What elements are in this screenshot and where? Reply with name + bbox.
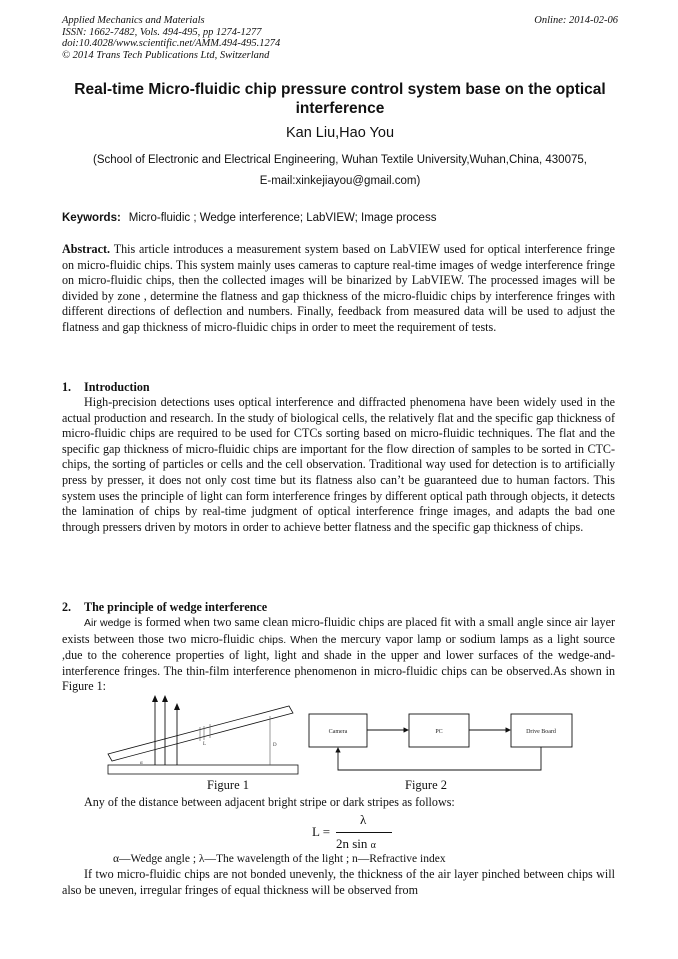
distance-intro-text: Any of the distance between adjacent bright stripe or dark stripes as follows: [84, 795, 455, 809]
journal-name: Applied Mechanics and Materials [62, 15, 205, 26]
paper-title: Real-time Micro-fluidic chip pressure control system base on the optical interference [74, 81, 606, 117]
section-2-text-a: Air wedge [84, 617, 131, 629]
abstract-label: Abstract. [62, 242, 111, 256]
copyright-line: © 2014 Trans Tech Publications Ltd, Switzerland [62, 49, 270, 61]
top-plate [108, 706, 293, 761]
figure-1-wedge-diagram [100, 693, 305, 781]
keywords-text: Micro-fluidic ; Wedge interference; LabVIEW; Image process [128, 212, 437, 224]
drive-board-label: Drive Board [526, 729, 556, 735]
figure-2-block-diagram [306, 710, 574, 776]
affiliation-block [62, 150, 618, 192]
section-1-title: Introduction [84, 380, 150, 394]
section-2-text-d: mercury vapor lamp or sodium lamps as a light source ,due to the coherence properties of light, light and shade in the upper and lower surfaces of the wedge-and-interference fringes. The thin-film interference phenomenon in micro-fluidic chips can be observed.As shown in Figure 1: [62, 631, 615, 694]
section-2-body [62, 615, 615, 695]
closing-paragraph-text: If two micro-fluidic chips are not bonded unevenly, the thickness of the air layer pinched between chips will also be uneven, irregular fringes of equal thickness will be observed from [62, 867, 615, 897]
abstract-text: This article introduces a measurement system based on LabVIEW used for optical interference fringe on micro-fluidic chips. This system mainly uses cameras to capture real-time images of wedge interference fringe on micro-fluidic chips, then the collected images will be binarized by LabVIEW. The processed images will be divided by zone , determine the flatness and gap thickness of the micro-fluidic chips by interference fringes with different directions of deflection and numbers. Finally, feedback from measured data will be used to adjust the flatness and gap thickness of micro-fluidic chips in order to meet the requirement of tests. [62, 242, 615, 334]
formula-lhs: L = [312, 824, 331, 839]
figure-1-caption: Figure 1 [207, 778, 250, 792]
section-1-text: High-precision detections uses optical interference and diffracted phenomena have been widely used in the actual production and research. In the study of biological cells, the relatively flat and the specific gap thickness of micro-fluidic chips are required to be used for CTCs sorting based on micro-fluidic techniques. The flat and the specific gap thickness of micro-fluidic chips are important for the flow direction of samples to be sorted in CTC-chips, the sorting of particles or cells and the cell observation. Traditional way used for detection is to artificially press by presser, it does not only cost time but its flatness also can’t be guaranteed due to human factors. This system uses the principle of light can form interference fringes by different optical path through objects, it detects the lamination of chips by real-time judgment of optical interference fringe images, and adapts the bad one through pressers driven by motors in order to achieve better flatness and the specific gap thickness of chips. [62, 395, 615, 534]
formula-legend: α—Wedge angle ; λ—The wavelength of the light ; n—Refractive index [113, 853, 446, 865]
section-1-heading [62, 380, 150, 395]
issn-line: ISSN: 1662-7482, Vols. 494-495, pp 1274-1277 [62, 26, 262, 38]
keywords [62, 212, 618, 224]
section-2-text-c: chips. When the [258, 633, 337, 646]
camera-label: Camera [328, 729, 348, 735]
journal-header [62, 15, 618, 61]
keywords-label: Keywords: [62, 212, 121, 224]
ray-arrow-1 [152, 695, 158, 702]
section-2-title: The principle of wedge interference [84, 600, 268, 614]
fraction-bar [336, 832, 392, 833]
section-2-text-b: is formed when two same clean micro-fluidic chips are placed fit with a small angle since air layer exists between those two micro-fluidic [62, 615, 615, 646]
paper-authors: Kan Liu,Hao You [285, 125, 395, 141]
section-2-number: 2. [62, 600, 72, 614]
bottom-plate [108, 765, 298, 774]
ray-arrow-3 [174, 703, 180, 710]
spacing-label: L [203, 742, 207, 747]
closing-paragraph [62, 867, 615, 898]
formula-denominator [336, 836, 376, 852]
author-email: E-mail:xinkejiayou@gmail.com) [259, 175, 421, 187]
online-date: Online: 2014-02-06 [534, 15, 618, 26]
feedback-loop [338, 747, 541, 770]
fringe-spacing-formula [300, 812, 410, 852]
gap-label: D [273, 743, 277, 748]
formula-denominator-text: 2n sin [336, 836, 368, 851]
formula-numerator: λ [360, 812, 367, 827]
distance-intro [62, 795, 615, 811]
alpha-label: α [140, 761, 143, 766]
section-1-number: 1. [62, 380, 72, 394]
pc-label: PC [435, 729, 443, 735]
abstract [62, 242, 615, 336]
section-2-heading [62, 600, 267, 615]
section-1-body [62, 395, 615, 535]
formula-denominator-alpha: α [370, 840, 376, 851]
doi-line: doi:10.4028/www.scientific.net/AMM.494-495.1274 [62, 38, 281, 49]
affiliation: (School of Electronic and Electrical Engineering, Wuhan Textile University,Wuhan,China, 430075, [93, 154, 587, 166]
ray-arrow-2 [162, 695, 168, 702]
figure-2-caption: Figure 2 [405, 778, 448, 792]
